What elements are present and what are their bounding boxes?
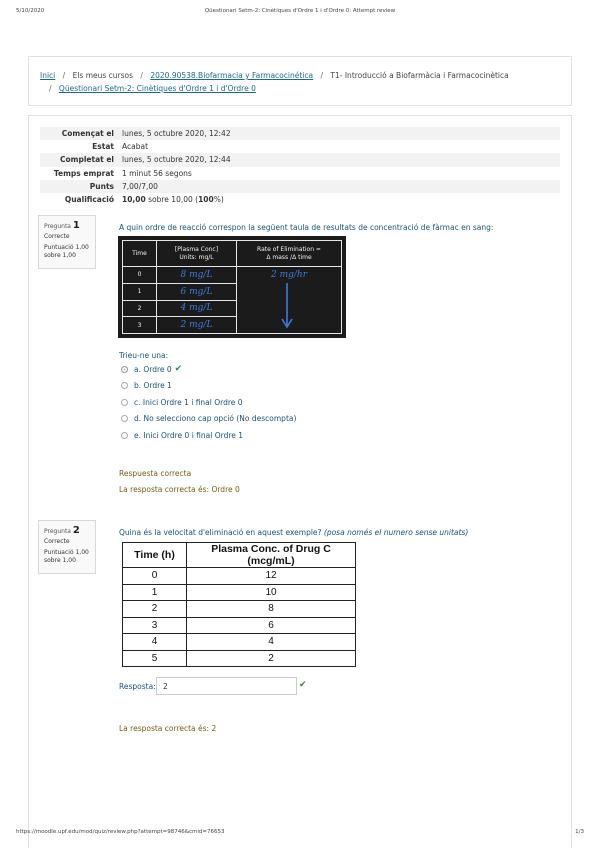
handwritten-cell: 6 mg/L (157, 283, 237, 300)
radio-icon[interactable] (121, 399, 128, 406)
choose-one-label: Trieu-ne una: (119, 351, 169, 360)
breadcrumb (28, 56, 572, 106)
table-row (123, 634, 356, 651)
option-b[interactable] (121, 381, 172, 390)
table-cell: 1 (123, 283, 157, 300)
table-header: Rate of Elimination = Δ mass /Δ time (237, 241, 342, 267)
grade-line-1: Puntuació 1,00 (44, 243, 89, 251)
question-2-image-table (122, 542, 356, 667)
question-status: Correcte (44, 232, 70, 240)
option-label: e. Inici Ordre 0 i final Ordre 1 (134, 431, 244, 440)
summary-value: Acabat (122, 142, 149, 152)
option-label: d. No selecciono cap opció (No descompta) (134, 414, 297, 423)
summary-label: Començat el (61, 129, 114, 139)
grade-line-1: Puntuació 1,00 (44, 548, 89, 556)
breadcrumb-quiz-link[interactable]: Qüestionari Setm-2: Cinètiques d'Ordre 1 i d'Ordre 0 (58, 84, 256, 93)
question-number: 1 (72, 220, 80, 231)
breadcrumb-line-1 (40, 71, 509, 80)
table-cell: 2 (123, 601, 187, 618)
summary-value: lunes, 5 octubre 2020, 12:44 (122, 155, 231, 165)
breadcrumb-my-courses: Els meus cursos (72, 71, 134, 80)
option-a[interactable] (121, 364, 182, 374)
summary-value: 1 minut 56 segons (122, 168, 192, 178)
grade-line-2: sobre 1,00 (44, 556, 76, 564)
summary-value: lunes, 5 octubre 2020, 12:42 (122, 129, 231, 139)
grade-percent-suffix: %) (213, 195, 224, 205)
summary-label: Qualificació (64, 195, 114, 205)
print-page-number: 1/3 (575, 829, 584, 835)
option-label: a. Ordre 0 (134, 364, 172, 374)
table-cell: 0 (123, 267, 157, 284)
answer-label: Resposta: (119, 682, 156, 691)
radio-icon[interactable] (121, 432, 128, 439)
table-row (123, 617, 356, 634)
option-label: b. Ordre 1 (134, 381, 172, 390)
question-label: Pregunta (44, 528, 71, 535)
radio-icon[interactable] (121, 415, 128, 422)
question-2-correct-answer: La resposta correcta és: 2 (119, 724, 217, 733)
print-header (0, 8, 600, 20)
option-label: c. Inici Ordre 1 i final Ordre 0 (134, 398, 243, 407)
check-icon: ✔ (174, 364, 183, 374)
table-header: [Plasma Conc] Units: mg/L (157, 241, 237, 267)
handwritten-cell: 4 mg/L (157, 300, 237, 317)
breadcrumb-separator: / (140, 71, 143, 80)
grade-value: 10,00 (122, 195, 146, 205)
summary-value: 7,00/7,00 (122, 181, 158, 191)
question-1-info (38, 215, 96, 269)
check-icon: ✔ (299, 680, 307, 690)
question-number: 2 (72, 525, 80, 536)
breadcrumb-separator: / (62, 71, 66, 80)
print-title: Qüestionari Setm-2: Cinètiques d'Ordre 1 i d'Ordre 0: Attempt review (204, 8, 396, 14)
table-cell: 0 (123, 568, 187, 585)
table-row (123, 584, 356, 601)
table-cell: 6 (187, 617, 356, 634)
summary-label: Completat el (60, 155, 114, 165)
summary-value (120, 193, 560, 206)
answer-input[interactable]: 2 (156, 677, 297, 695)
summary-row (40, 153, 560, 166)
table-cell: 1 (123, 584, 187, 601)
radio-icon[interactable] (121, 382, 128, 389)
question-grade (44, 244, 90, 260)
table-header-row (123, 241, 342, 267)
summary-row (40, 127, 560, 140)
table-cell: 10 (187, 584, 356, 601)
question-2-hint: (posa només el numero sense unitats) (323, 528, 469, 537)
grade-line-2: sobre 1,00 (44, 251, 76, 259)
table-cell: 3 (123, 317, 157, 334)
summary-row (40, 180, 560, 193)
breadcrumb-course-link[interactable]: 2020.90538.Biofarmacia y Farmacocinética (150, 71, 314, 80)
breadcrumb-section: T1- Introducció a Biofarmàcia i Farmacocinètica (330, 71, 509, 80)
breadcrumb-separator: / (49, 84, 52, 93)
question-2-prompt: Quina és la velocitat d'eliminació en aquest exemple? (119, 528, 324, 537)
question-2-text (119, 528, 468, 537)
table-header: Time (123, 241, 157, 267)
summary-label: Punts (89, 181, 114, 191)
table-cell: 2 (123, 300, 157, 317)
option-c[interactable] (121, 398, 243, 407)
summary-row (40, 167, 560, 180)
table-row (123, 601, 356, 618)
table-header: Plasma Conc. of Drug C (mcg/mL) (187, 543, 356, 568)
question-1-image-table (118, 236, 346, 338)
summary-row (40, 193, 560, 206)
summary-row (40, 140, 560, 153)
table-cell: 3 (123, 617, 187, 634)
question-1-correct-answer: La resposta correcta és: Ordre 0 (119, 485, 240, 494)
table-cell: 2 (187, 650, 356, 667)
question-2-info (38, 520, 96, 574)
table-cell: 5 (123, 650, 187, 667)
table-cell: 4 (123, 634, 187, 651)
question-1-feedback-status: Respuesta correcta (119, 469, 192, 478)
handwritten-cell: 8 mg/L (157, 267, 237, 284)
table-cell: 8 (187, 601, 356, 618)
question-grade (44, 549, 90, 565)
attempt-summary-table (40, 127, 560, 206)
breadcrumb-home-link[interactable]: Inici (40, 71, 56, 80)
table-cell: 4 (187, 634, 356, 651)
table-header: Time (h) (123, 543, 187, 568)
table-row (123, 568, 356, 585)
radio-selected-icon[interactable] (121, 366, 128, 373)
question-label: Pregunta (44, 223, 71, 230)
summary-label: Temps emprat (53, 168, 114, 178)
breadcrumb-line-2 (44, 84, 256, 93)
handwritten-cell: 2 mg/L (157, 317, 237, 334)
grade-percent: 100 (198, 195, 214, 205)
print-date: 5/10/2020 (16, 8, 45, 14)
option-d[interactable] (121, 414, 296, 423)
question-1-text: A quin ordre de reacció correspon la següent taula de resultats de concentració de fàrmac en sang: (119, 223, 494, 232)
summary-label: Estat (92, 142, 114, 152)
option-e[interactable] (121, 431, 243, 440)
table-cell: 12 (187, 568, 356, 585)
question-status: Correcte (44, 537, 70, 545)
table-row (123, 650, 356, 667)
table-header-row (123, 543, 356, 568)
handwritten-rate: 2 mg/hr (270, 270, 307, 280)
grade-max: sobre 10,00 ( (145, 195, 199, 205)
rate-cell (237, 267, 342, 334)
print-url: https://moodle.upf.edu/mod/quiz/review.php?attempt=98746&cmid=76653 (16, 829, 225, 835)
table-row (123, 267, 342, 284)
breadcrumb-separator: / (320, 71, 324, 80)
handwritten-arrow-icon (277, 283, 297, 331)
